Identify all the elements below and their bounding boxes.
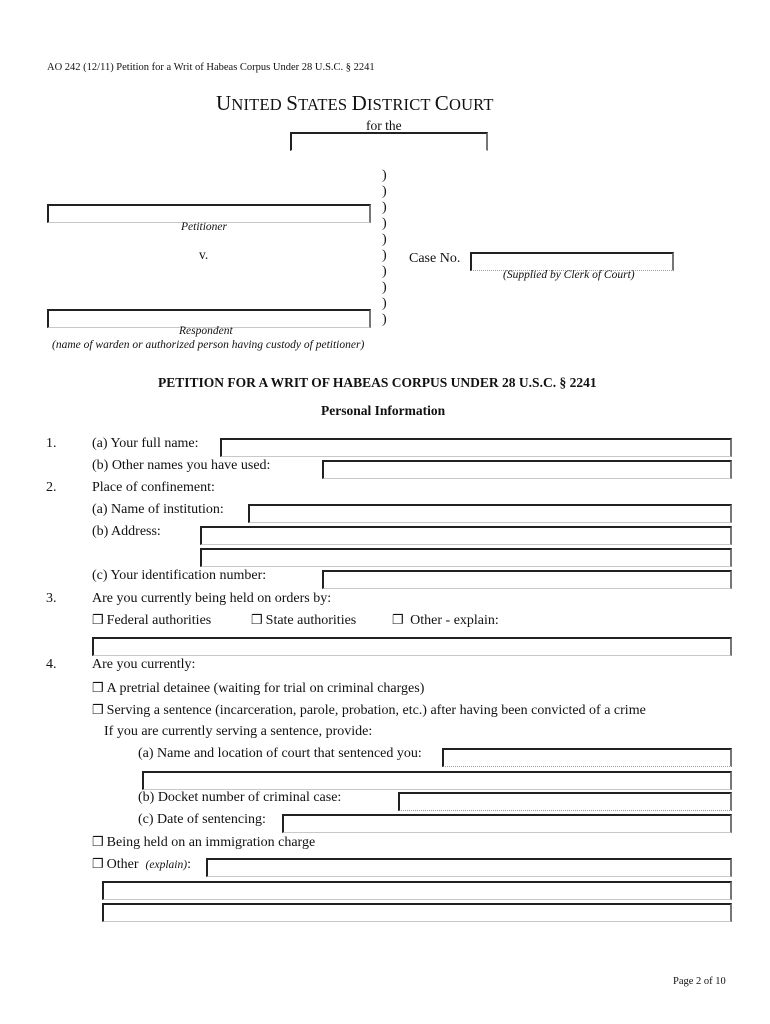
checkbox-icon[interactable]: ❒ — [92, 612, 104, 627]
federal-authorities-option[interactable] — [92, 612, 211, 629]
full-name-field[interactable] — [220, 438, 732, 457]
caption-paren: ) — [382, 280, 387, 295]
checkbox-icon[interactable]: ❒ — [92, 834, 104, 849]
caption-paren: ) — [382, 216, 387, 231]
caption-paren: ) — [382, 312, 387, 327]
versus-label: v. — [199, 247, 209, 262]
institution-label: (a) Name of institution: — [92, 502, 224, 517]
other-explain-option[interactable] — [392, 612, 499, 629]
checkbox-icon[interactable]: ❒ — [92, 702, 104, 717]
sentencing-court-field-1[interactable] — [442, 748, 732, 767]
section-title: Personal Information — [321, 403, 446, 418]
court-title-tates: TATES — [298, 95, 352, 114]
pretrial-detainee-label: A pretrial detainee (waiting for trial on criminal charges) — [106, 681, 425, 696]
other-explain-label: Other - explain: — [410, 613, 499, 628]
caption-paren: ) — [382, 264, 387, 279]
caption-paren: ) — [382, 184, 387, 199]
caption-paren: ) — [382, 248, 387, 263]
state-authorities-label: State authorities — [265, 613, 357, 628]
court-title-c: C — [434, 91, 449, 115]
caption-paren: ) — [382, 232, 387, 247]
other-explain-field-3[interactable] — [102, 903, 732, 922]
page-number: Page 2 of 10 — [673, 976, 726, 987]
other-explain-field[interactable] — [92, 637, 732, 656]
checkbox-icon[interactable]: ❒ — [92, 856, 104, 871]
other-names-field[interactable] — [322, 460, 732, 479]
immigration-charge-option[interactable] — [92, 834, 315, 851]
respondent-label: Respondent — [179, 325, 233, 337]
petition-title: PETITION FOR A WRIT OF HABEAS CORPUS UNDER 28 U.S.C. § 2241 — [158, 375, 597, 390]
serving-sentence-label: Serving a sentence (incarceration, parole, probation, etc.) after having been convicted of a crime — [106, 703, 646, 718]
court-title-s: S — [286, 91, 299, 115]
place-of-confinement-label: Place of confinement: — [92, 480, 215, 495]
sentencing-court-label: (a) Name and location of court that sentenced you: — [138, 746, 422, 761]
docket-number-label: (b) Docket number of criminal case: — [138, 790, 342, 805]
currently-label: Are you currently: — [92, 657, 196, 672]
caption-paren: ) — [382, 296, 387, 311]
address-label: (b) Address: — [92, 524, 161, 539]
address-field-1[interactable] — [200, 526, 732, 545]
court-title-d: D — [351, 91, 367, 115]
date-of-sentencing-label: (c) Date of sentencing: — [138, 812, 266, 827]
court-title-ourt: OURT — [448, 95, 494, 114]
docket-number-field[interactable] — [398, 792, 732, 811]
court-title-u: U — [216, 91, 232, 115]
court-title — [216, 91, 494, 116]
state-authorities-option[interactable] — [251, 612, 356, 629]
other-option[interactable] — [92, 856, 191, 873]
item-number-4: 4. — [46, 657, 57, 672]
checkbox-icon[interactable]: ❒ — [251, 612, 263, 627]
petitioner-label: Petitioner — [181, 221, 227, 233]
other-label: Other — [106, 857, 139, 872]
immigration-charge-label: Being held on an immigration charge — [106, 835, 316, 850]
item-number-1: 1. — [46, 436, 57, 451]
respondent-note: (name of warden or authorized person having custody of petitioner) — [52, 339, 365, 351]
identification-number-label: (c) Your identification number: — [92, 568, 267, 583]
other-explain-field-1[interactable] — [206, 858, 732, 877]
court-title-istrict: ISTRICT — [366, 95, 435, 114]
checkbox-icon[interactable]: ❒ — [392, 612, 404, 627]
for-the-label: for the — [366, 118, 402, 133]
federal-authorities-label: Federal authorities — [106, 613, 212, 628]
institution-field[interactable] — [248, 504, 732, 523]
date-of-sentencing-field[interactable] — [282, 814, 732, 833]
explain-label: (explain) — [145, 859, 188, 871]
full-name-label: (a) Your full name: — [92, 436, 199, 451]
item-number-2: 2. — [46, 480, 57, 495]
address-field-2[interactable] — [200, 548, 732, 567]
if-serving-label: If you are currently serving a sentence, provide: — [104, 724, 373, 739]
other-names-label: (b) Other names you have used: — [92, 458, 271, 473]
serving-sentence-option[interactable] — [92, 702, 646, 719]
case-no-note: (Supplied by Clerk of Court) — [503, 269, 635, 281]
item-number-3: 3. — [46, 591, 57, 606]
identification-number-field[interactable] — [322, 570, 732, 589]
pretrial-detainee-option[interactable] — [92, 680, 424, 697]
form-id-header: AO 242 (12/11) Petition for a Writ of Habeas Corpus Under 28 U.S.C. § 2241 — [47, 62, 375, 73]
caption-paren: ) — [382, 200, 387, 215]
caption-paren: ) — [382, 168, 387, 183]
held-on-orders-label: Are you currently being held on orders by: — [92, 591, 332, 606]
sentencing-court-field-2[interactable] — [142, 771, 732, 790]
colon: : — [187, 857, 191, 872]
other-explain-field-2[interactable] — [102, 881, 732, 900]
case-no-label: Case No. — [409, 251, 461, 266]
checkbox-icon[interactable]: ❒ — [92, 680, 104, 695]
district-field[interactable] — [290, 132, 488, 151]
court-title-nited: NITED — [231, 95, 287, 114]
